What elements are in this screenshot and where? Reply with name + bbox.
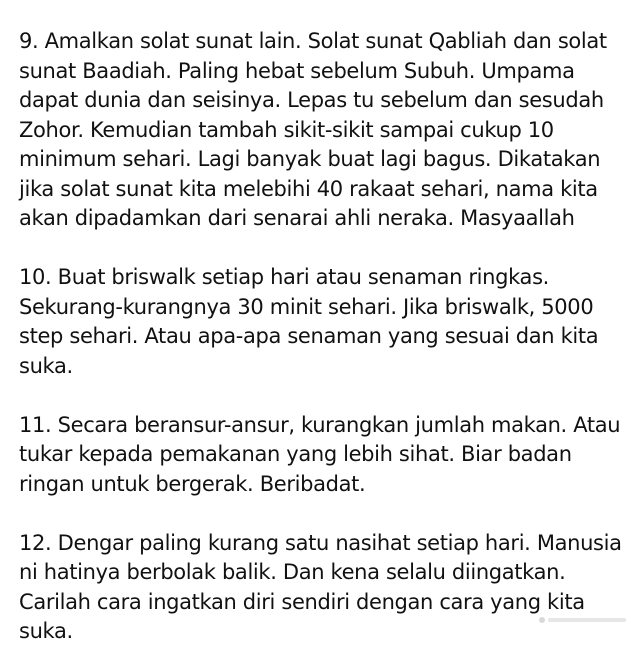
text-line: suka. (19, 353, 73, 378)
paragraph-item-9 (19, 27, 629, 234)
text-line: suka. (19, 619, 73, 643)
text-line: 12. Dengar paling kurang satu nasihat setiap hari. Manusia (19, 530, 622, 555)
watermark-graphic (538, 615, 628, 625)
text-line: 11. Secara beransur-ansur, kurangkan jumlah makan. Atau (19, 412, 621, 437)
text-line: 10. Buat briswalk setiap hari atau senaman ringkas. (19, 265, 549, 289)
text-line: Zohor. Kemudian tambah sikit-sikit sampai cukup 10 (19, 117, 554, 142)
text-line: jika solat sunat kita melebihi 40 rakaat sehari, nama kita (19, 176, 598, 201)
text-line: step sehari. Atau apa-apa senaman yang sesuai dan kita (19, 324, 599, 348)
text-line: 9. Amalkan solat sunat lain. Solat sunat Qabliah dan solat (19, 29, 607, 53)
paragraph-spacer (19, 499, 629, 529)
text-line: Carilah cara ingatkan diri sendiri dengan cara yang kita (19, 589, 585, 614)
article-body (19, 27, 629, 647)
text-line: Sekurang-kurangnya 30 minit sehari. Jika briswalk, 5000 (19, 294, 594, 319)
paragraph-item-10 (19, 263, 629, 381)
paragraph-spacer (19, 381, 629, 411)
text-line: ni hatinya berbolak balik. Dan kena selalu diingatkan. (19, 560, 566, 584)
paragraph-spacer (19, 234, 629, 264)
text-line: akan dipadamkan dari senarai ahli neraka. Masyaallah (19, 206, 575, 230)
text-line: dapat dunia dan seisinya. Lepas tu sebelum dan sesudah (19, 88, 604, 112)
paragraph-item-11 (19, 411, 629, 500)
text-line: tukar kepada pemakanan yang lebih sihat. Biar badan (19, 442, 572, 466)
watermark (538, 615, 628, 628)
text-line: ringan untuk bergerak. Beribadat. (19, 471, 366, 496)
text-line: minimum sehari. Lagi banyak buat lagi bagus. Dikatakan (19, 147, 601, 171)
paragraph-item-12 (19, 529, 629, 647)
text-line: sunat Baadiah. Paling hebat sebelum Subuh. Umpama (19, 58, 575, 83)
